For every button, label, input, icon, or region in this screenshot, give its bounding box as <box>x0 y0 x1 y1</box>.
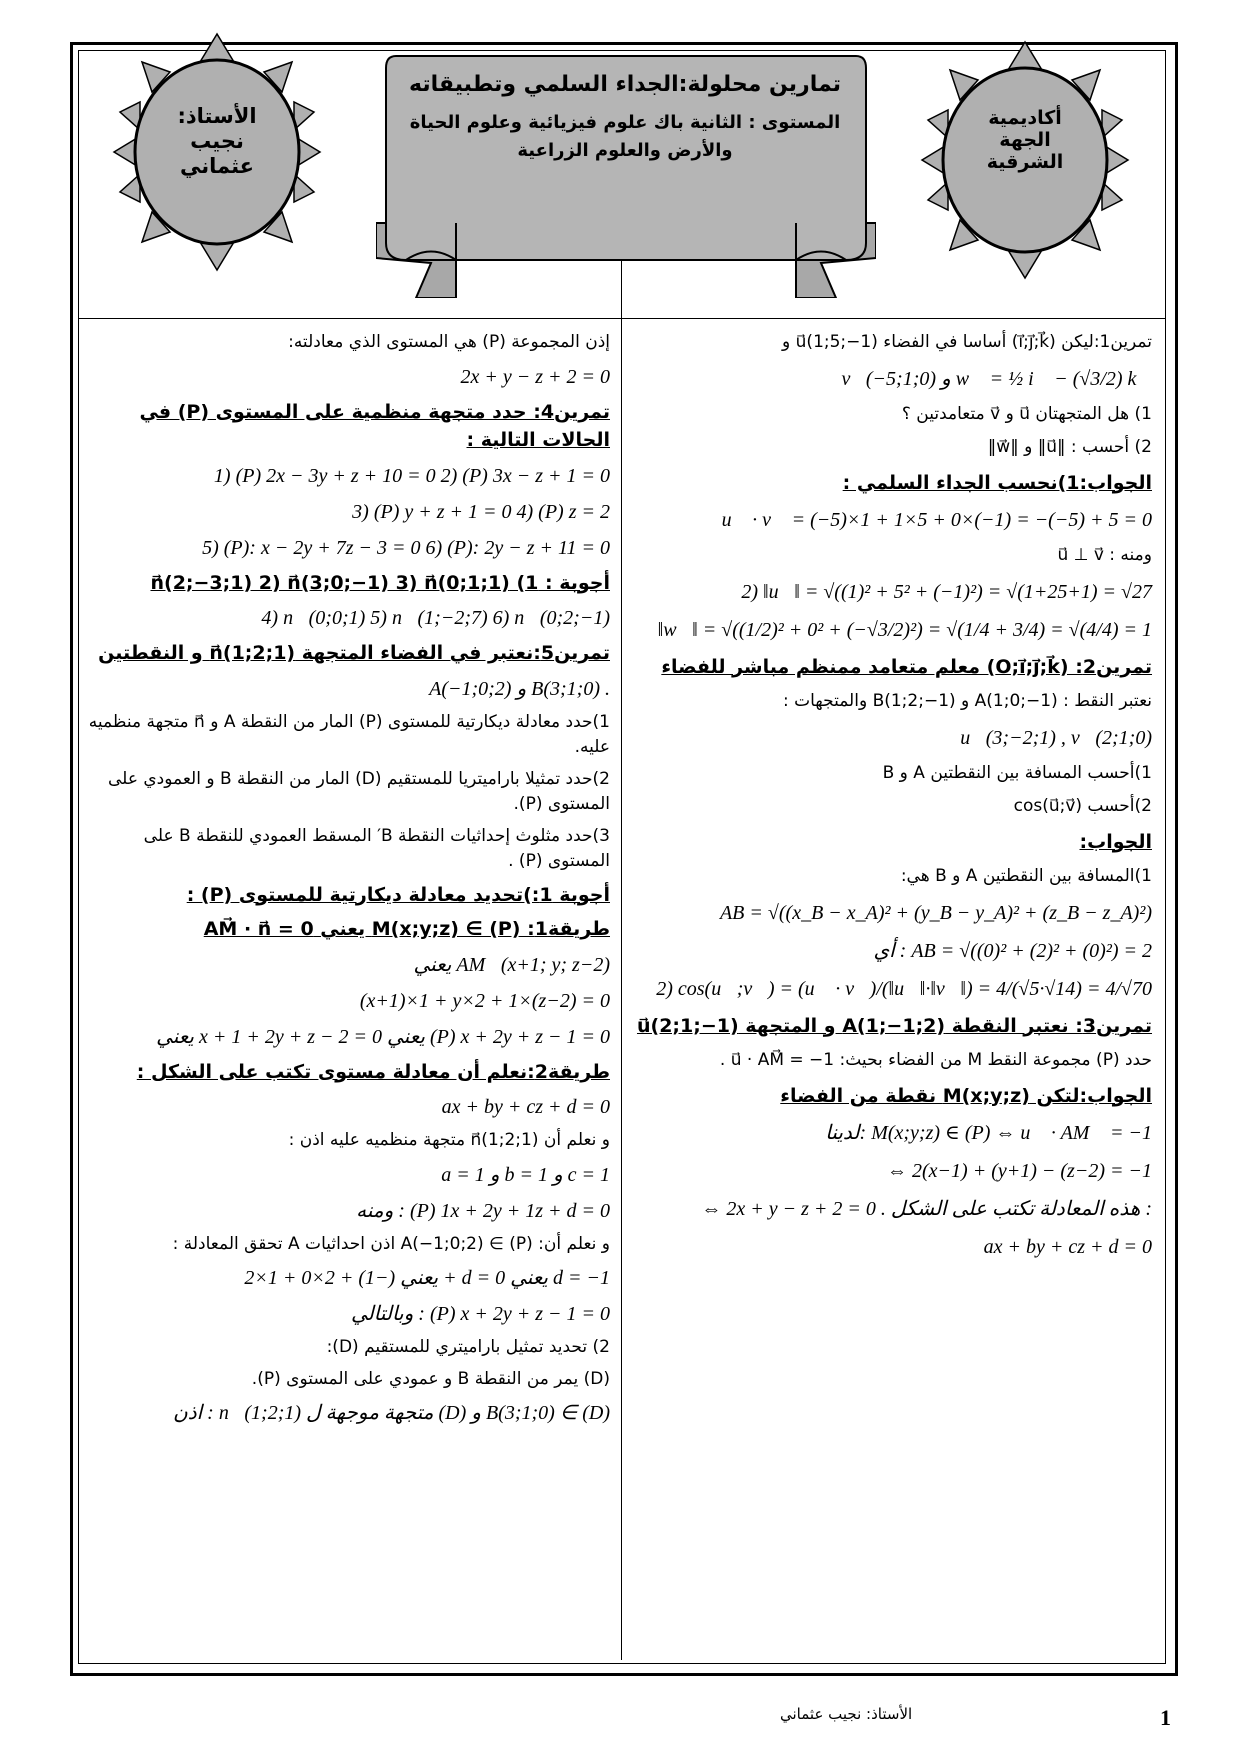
teacher-badge-line3: عثماني <box>179 154 254 179</box>
left-column-line: 1) (P) 2x − 3y + z + 10 = 0 2) (P) 3x − z + 1 = 0 <box>213 464 610 487</box>
right-column-line: v⃗(−5;1;0) و w⃗ = ½ i⃗ − (√3/2) k⃗ <box>841 367 1152 390</box>
right-column-line: ‖w⃗‖ = √((1/2)² + 0² + (−√3/2)²) = √(1/4 + 3/4) = √(4/4) = 1 <box>657 618 1152 641</box>
left-column-line: 3) (P) y + z + 1 = 0 4) (P) z = 2 <box>352 500 610 523</box>
right-column-line: ومنه : u⃗ ⊥ v⃗ <box>1057 545 1152 565</box>
left-column-line: و نعلم أن n⃗(1;2;1) متجهة منظميه عليه اذن : <box>288 1130 610 1150</box>
left-column-line: و نعلم أن: A(−1;0;2) ∈ (P) اذن احداثيات A تحقق المعادلة : <box>172 1233 610 1254</box>
right-column-line: ax + by + cz + d = 0 <box>983 1236 1152 1258</box>
left-column-line: 1)حدد معادلة ديكارتية للمستوى (P) المار من النقطة A و n⃗ متجهة منظميه عليه. <box>88 711 610 757</box>
left-column-line: a = 1 و b = 1 و c = 1 <box>441 1163 610 1186</box>
left-column-line: تمرين5:نعتبر في الفضاء المتجهة n⃗(1;2;1) و النقطتين <box>98 642 610 664</box>
teacher-badge-line1: الأستاذ: <box>177 104 257 128</box>
footer-author: الأستاذ: نجيب عثماني <box>780 1705 913 1723</box>
right-column-line: الجواب: <box>1079 830 1152 853</box>
right-column-line: u⃗ · v⃗ = (−5)×1 + 1×5 + 0×(−1) = −(−5) + 5 = 0 <box>721 509 1152 531</box>
left-column-line: طريقة1: M(x;y;z) ∈ (P) يعني AM⃗ · n⃗ = 0 <box>203 918 610 940</box>
left-column-line: يعني x + 1 + 2y + z − 2 = 0 يعني (P) x + 2y + z − 1 = 0 <box>156 1025 610 1048</box>
left-column-line: إذن المجموعة (P) هي المستوى الذي معادلته: <box>288 332 610 352</box>
page-number: 1 <box>1160 1705 1171 1730</box>
left-column-line: 5) (P): x − 2y + 7z − 3 = 0 6) (P): 2y − z + 11 = 0 <box>202 536 610 559</box>
right-column-line: AB = √((x_B − x_A)² + (y_B − y_A)² + (z_B − z_A)²) <box>719 901 1152 924</box>
right-column-line: 1) هل المتجهتان u⃗ و v⃗ متعامدتين ؟ <box>901 403 1152 424</box>
left-column-line: 2) تحديد تمثيل باراميتري للمستقيم (D): <box>326 1337 610 1357</box>
right-column-line: 1)أحسب المسافة بين النقطتين A و B <box>882 762 1152 783</box>
right-column-line: 1)المسافة بين النقطتين A و B هي: <box>900 866 1152 886</box>
left-column-line: ومنه : (P) 1x + 2y + 1z + d = 0 <box>356 1199 610 1222</box>
right-column-line: نعتبر النقط : A(1;0;−1) و B(1;2;−1) والمتجهات : <box>782 691 1152 711</box>
academy-badge-line2: الجهة <box>999 128 1051 151</box>
right-column-line: الجواب:1)نحسب الجداء السلمي : <box>842 471 1152 494</box>
left-column-line: يعني (−1) + 2×0 + 1×2 + d = 0 يعني d = −1 <box>244 1267 610 1289</box>
left-column-line: يعني AM⃗(x+1; y; z−2) <box>413 953 610 976</box>
left-column-line: اذن : n⃗(1;2;1) متجهة موجهة ل (D) و B(3;1;0) ∈ (D) <box>173 1402 610 1424</box>
right-column-line: تمرين2: (O;i⃗;j⃗;k⃗) معلم متعامد ممنظم مباشر للفضاء <box>661 655 1152 678</box>
left-column-line: (x+1)×1 + y×2 + 1×(z−2) = 0 <box>359 989 610 1012</box>
right-column-line: تمرين1:ليكن (i⃗;j⃗;k⃗) أساسا في الفضاء u⃗(1;5;−1) و <box>782 332 1152 352</box>
header-divider <box>78 318 1166 319</box>
right-column-line: لدينا: M(x;y;z) ∈ (P) ⇔ u⃗ · AM⃗ = −1 <box>825 1122 1152 1144</box>
right-column-line: حدد (P) مجموعة النقط M من الفضاء بحيث: u⃗ · AM⃗ = −1 . <box>719 1050 1152 1070</box>
teacher-badge <box>152 104 282 180</box>
right-column-line: أي : AB = √((0)² + (2)² + (0)²) = 2 <box>873 939 1152 962</box>
academy-badge-line1: أكاديمية <box>988 107 1062 129</box>
left-column-line: 4) n⃗(0;0;1) 5) n⃗(1;−2;7) 6) n⃗(0;2;−1) <box>261 607 610 629</box>
academy-badge-line3: الشرقية <box>986 150 1064 173</box>
right-column-line: الجواب:لتكن M(x;y;z) نقطة من الفضاء <box>780 1084 1152 1107</box>
left-column-line: ax + by + cz + d = 0 <box>441 1096 610 1118</box>
right-column-line: تمرين3: نعتبر النقطة A(1;−1;2) و المتجهة u⃗(2;1;−1) <box>636 1014 1152 1037</box>
column-divider <box>621 250 622 1660</box>
left-column <box>88 330 610 1434</box>
right-column-line: 2)أحسب cos(u⃗;v⃗) <box>1013 796 1152 816</box>
left-column-line: 2x + y − z + 2 = 0 <box>460 365 610 388</box>
academy-badge <box>960 108 1090 174</box>
left-column-line: (D) يمر من النقطة B و عمودي على المستوى (P). <box>251 1368 610 1389</box>
left-column-line: 2)حدد تمثيلا باراميتريا للمستقيم (D) المار من النقطة B و العمودي على المستوى (P). <box>108 768 610 814</box>
left-column-line: أجوبة 1:)تحديد معادلة ديكارتية للمستوى (P) : <box>186 883 610 906</box>
level-line-2: والأرض والعلوم الزراعية <box>517 140 733 161</box>
teacher-badge-line2: نجيب <box>190 129 244 154</box>
left-column-line: أجوبة : 1) n⃗(2;−3;1) 2) n⃗(3;0;−1) 3) n⃗(0;1;1) <box>150 571 610 594</box>
right-column <box>632 330 1152 1270</box>
right-column-line: ⇔ 2x + y − z + 2 = 0 . هذه المعادلة تكتب على الشكل : <box>701 1198 1152 1220</box>
right-column-line: 2) أحسب : ‖u⃗‖ و ‖w⃗‖ <box>987 437 1152 457</box>
left-column-line: تمرين4: حدد متجهة منظمية على المستوى (P) في الحالات التالية : <box>139 400 610 451</box>
right-column-line: ⇔ 2(x−1) + (y+1) − (z−2) = −1 <box>887 1160 1152 1182</box>
level-line-1: المستوى : الثانية باك علوم فيزيائية وعلوم الحياة <box>409 112 841 133</box>
left-column-line: وبالتالي : (P) x + 2y + z − 1 = 0 <box>350 1303 610 1325</box>
right-column-line: 2) ‖u⃗‖ = √((1)² + 5² + (−1)²) = √(1+25+1) = √27 <box>741 580 1152 603</box>
right-column-line: u⃗(3;−2;1) , v⃗(2;1;0) <box>960 726 1152 749</box>
left-column-line: A(−1;0;2) و B(3;1;0) . <box>429 677 610 700</box>
left-column-line: طريقة2:نعلم أن معادلة مستوى تكتب على الشكل : <box>136 1060 610 1083</box>
right-column-line: 2) cos(u⃗;v⃗) = (u⃗ · v⃗)/(‖u⃗‖·‖v⃗‖) = 4/(√5·√14) = 4/√70 <box>656 977 1152 1000</box>
document-title: تمارين محلولة:الجداء السلمي وتطبيقاته <box>409 72 841 97</box>
left-column-line: 3)حدد مثلوث إحداثيات النقطة B′ المسقط العمودي للنقطة B على المستوى (P) . <box>143 825 610 871</box>
